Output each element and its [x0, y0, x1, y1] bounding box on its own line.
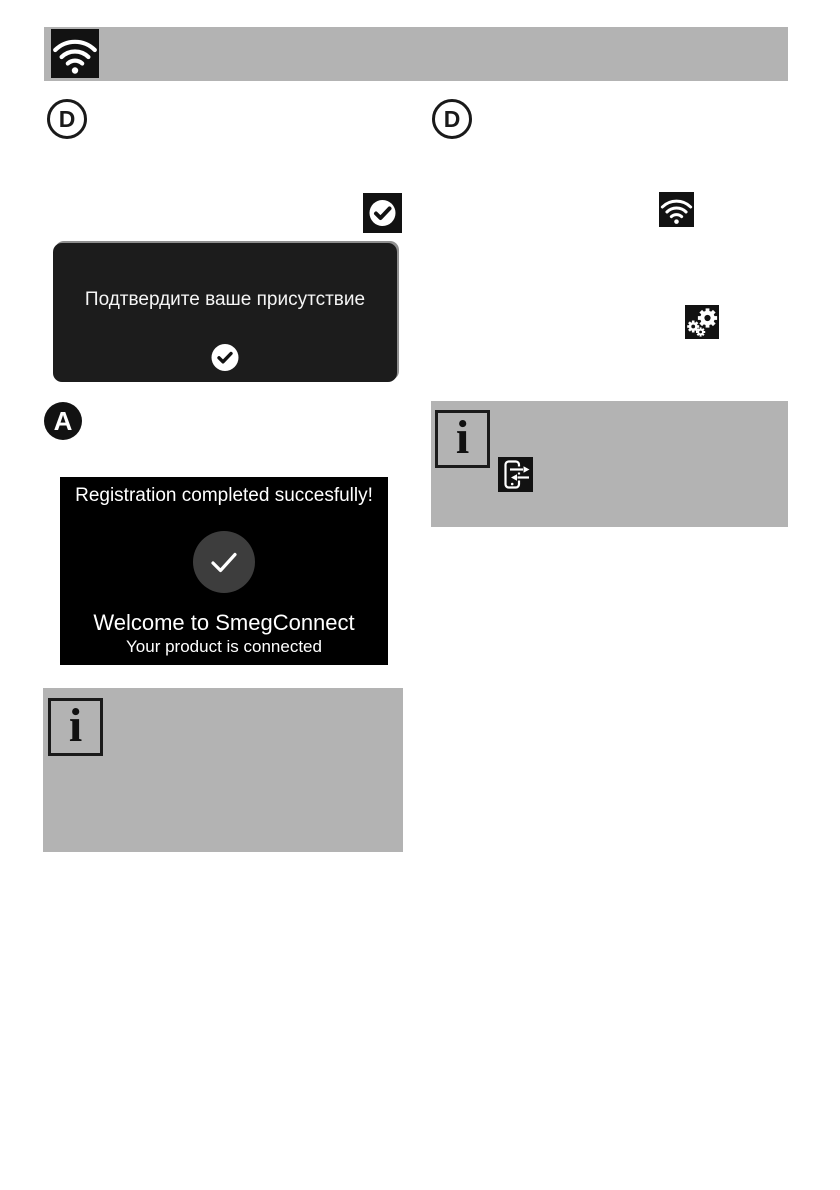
step-marker-a	[44, 402, 82, 440]
info-icon	[435, 410, 490, 468]
info-note-box	[43, 688, 403, 852]
step-marker-d	[47, 99, 87, 139]
step-marker-d	[432, 99, 472, 139]
check-circle-icon	[363, 193, 402, 233]
success-check-icon	[193, 531, 255, 593]
screen-welcome-text: Welcome to SmegConnect	[93, 610, 355, 635]
wifi-icon	[51, 29, 99, 78]
wifi-icon	[659, 192, 694, 227]
step-marker-label: A	[53, 406, 73, 436]
gears-icon	[685, 305, 719, 339]
info-icon	[48, 698, 103, 756]
screen-status-text: Your product is connected	[126, 637, 322, 656]
section-header-band	[44, 27, 788, 81]
screen-title: Registration completed succesfully!	[75, 485, 373, 506]
step-marker-label: D	[58, 105, 76, 132]
dialog-confirm-button[interactable]	[212, 344, 239, 371]
dialog-message: Подтвердите ваше присутствие	[84, 289, 366, 310]
info-glyph: i	[455, 410, 470, 464]
step-marker-label: D	[443, 105, 461, 132]
appliance-screen	[60, 477, 388, 665]
info-note-box	[431, 401, 788, 527]
check-icon	[212, 344, 239, 371]
presence-confirm-dialog	[53, 243, 397, 382]
phone-data-exchange-icon	[498, 457, 533, 492]
info-glyph: i	[68, 698, 83, 752]
